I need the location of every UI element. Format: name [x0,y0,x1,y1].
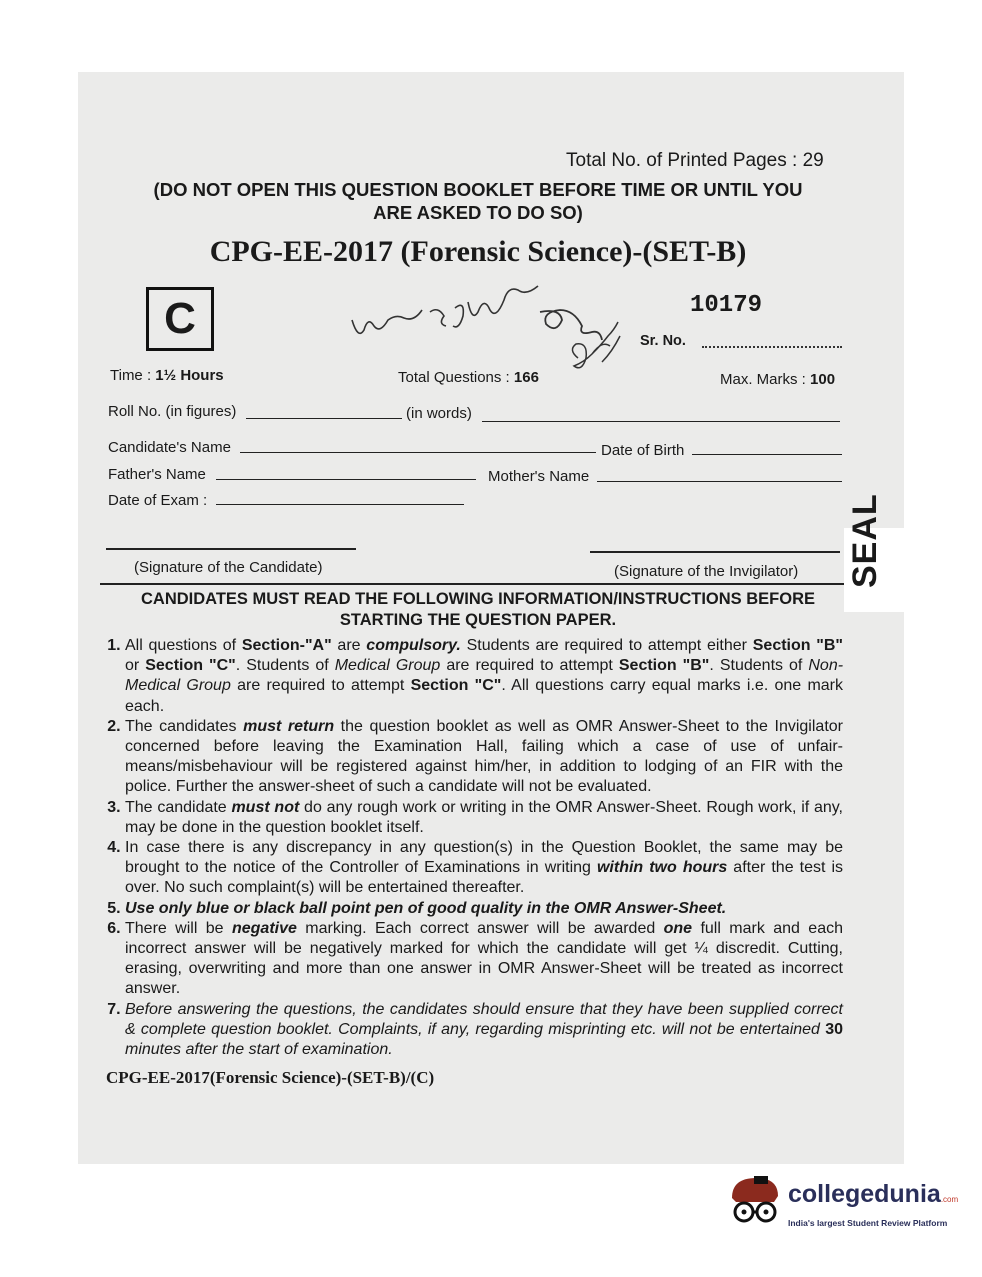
max-marks-field: Max. Marks : 100 [720,371,836,388]
do-not-open-warning: (DO NOT OPEN THIS QUESTION BOOKLET BEFORE TIME OR UNTIL YOU ARE ASKED TO DO SO) [153,179,803,223]
candidate-signature-line[interactable] [106,548,356,550]
roll-words-label: (in words) [406,405,472,422]
instructions-list [103,636,843,1060]
serial-label: Sr. No. [640,333,686,349]
printed-pages: Total No. of Printed Pages : 29 [566,150,824,171]
roll-words-line[interactable] [482,421,840,422]
footer-booklet-code: CPG-EE-2017(Forensic Science)-(SET-B)/(C) [106,1068,435,1087]
exam-date-line[interactable] [216,504,464,505]
instruction-item: 3. The candidate must not do any rough work or writing in the OMR Answer-Sheet. Rough work, if any, may be done in the question booklet itself. [125,798,843,838]
instruction-item: 5. Use only blue or black ball point pen of good quality in the OMR Answer-Sheet. [125,899,843,919]
mother-name-line[interactable] [597,481,842,482]
total-questions-field: Total Questions : 166 [398,369,539,386]
instruction-item: 1. All questions of Section-"A" are compulsory. Students are required to attempt either Section "B" or Section "C". Students of Medical Group are required to attempt Section "B". Students of Non-Medical Group are required to attempt Section "C". All questions carry equal marks i.e. one mark each. [125,636,843,717]
serial-dotted-line [702,334,842,348]
roll-figures-label: Roll No. (in figures) [108,403,237,420]
mascot-icon [724,1174,784,1232]
section-divider [100,583,844,585]
seal-label: SEAL [846,493,884,588]
candidate-signature-label: (Signature of the Candidate) [134,559,323,576]
exam-date-label: Date of Exam : [108,492,208,509]
candidate-name-line[interactable] [240,452,596,453]
instruction-item: 7. Before answering the questions, the candidates should ensure that they have been supplied correct & complete question booklet. Complaints, if any, regarding misprinting etc. will not be entertained 30 minutes after the start of examination. [125,1000,843,1061]
roll-figures-line[interactable] [246,418,402,419]
dob-label: Date of Birth [601,442,685,459]
invigilator-signature-line[interactable] [590,551,840,553]
set-code-box: C [146,287,214,351]
instruction-item: 2. The candidates must return the question booklet as well as OMR Answer-Sheet to the Invigilator concerned before leaving the Examination Hall, failing which a case of use of unfair-means/misbehaviour will be registered against him/her, in addition to lodging of an FIR with the police. Further the answer-sheet of such a candidate will not be evaluated. [125,717,843,798]
father-name-line[interactable] [216,479,476,480]
instruction-item: 6. There will be negative marking. Each correct answer will be awarded one full mark and each incorrect answer will be negatively marked for which the candidate will get ¼ discredit. Cutting, erasing, overwriting and more than one answer in OMR Answer-Sheet will be treated as incorrect answer. [125,919,843,1000]
time-field: Time : 1½ Hours [110,367,224,384]
mother-name-label: Mother's Name [488,468,590,485]
candidate-name-label: Candidate's Name [108,439,231,456]
collegedunia-logo[interactable]: collegedunia.com India's largest Student Review Platform [724,1172,954,1232]
serial-number: 10179 [690,292,763,319]
dob-line[interactable] [692,454,842,455]
instruction-item: 4. In case there is any discrepancy in any question(s) in the Question Booklet, the same may be brought to the notice of the Controller of Examinations in writing within two hours after the test is over. No such complaint(s) will be entertained thereafter. [125,838,843,899]
exam-title: CPG-EE-2017 (Forensic Science)-(SET-B) [209,235,747,268]
father-name-label: Father's Name [108,466,206,483]
invigilator-signature-label: (Signature of the Invigilator) [614,563,799,580]
instructions-heading: CANDIDATES MUST READ THE FOLLOWING INFORMATION/INSTRUCTIONS BEFORE STARTING THE QUESTION PAPER. [140,590,816,629]
